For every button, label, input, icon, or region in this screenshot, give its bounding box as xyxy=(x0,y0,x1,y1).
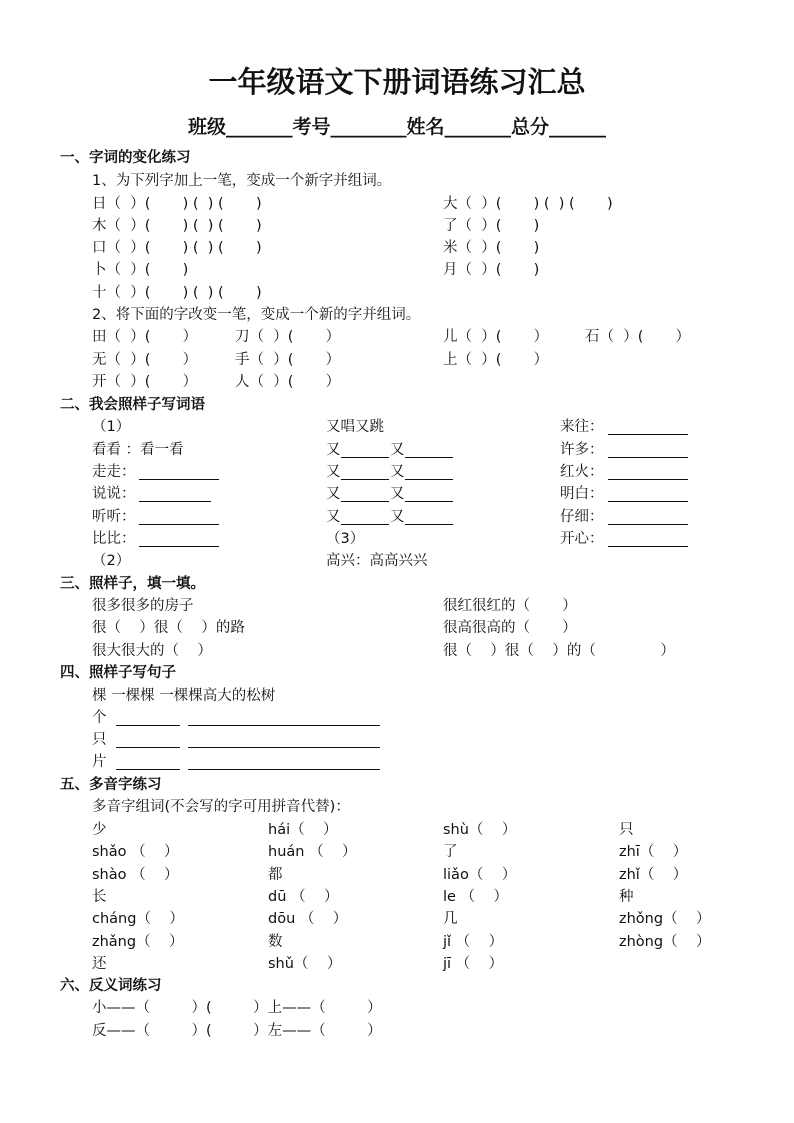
s4-char: 片 xyxy=(92,754,107,770)
s2-col3-item: 开心： xyxy=(560,531,604,547)
answer-blank[interactable] xyxy=(116,747,180,748)
answer-blank[interactable] xyxy=(608,501,688,502)
s2-you-char: 又 xyxy=(390,486,405,502)
s1-left-row: 日（ ）( ) ( ) ( ) xyxy=(92,196,262,212)
answer-blank[interactable] xyxy=(116,769,180,770)
answer-blank[interactable] xyxy=(405,501,453,502)
s5-cell: shào （ ） xyxy=(92,867,179,883)
answer-blank[interactable] xyxy=(341,524,389,525)
s1-left-row: 卜（ ）( ) xyxy=(92,262,189,278)
answer-blank[interactable] xyxy=(608,479,688,480)
s1-left-row: 口（ ）( ) ( ) ( ) xyxy=(92,240,262,256)
answer-blank[interactable] xyxy=(139,479,219,480)
s5-cell: shù（ ） xyxy=(443,822,517,838)
s5-cell: 都 xyxy=(268,867,283,883)
s1-q2-cell: 田（ ）( ） xyxy=(92,329,198,345)
answer-blank[interactable] xyxy=(608,524,688,525)
s3-right-item: 很红很红的（ ） xyxy=(443,598,577,614)
s5-instruction: 多音字组词(不会写的字可用拼音代替)： xyxy=(92,799,350,815)
answer-blank[interactable] xyxy=(341,479,389,480)
s4-char: 个 xyxy=(92,710,107,726)
s2-col1-item: （2） xyxy=(92,553,131,569)
s1-right-row: 了（ ）( ) xyxy=(443,218,540,234)
s5-cell: shǔ（ ） xyxy=(268,956,342,972)
s5-cell: dū （ ） xyxy=(268,889,339,905)
answer-blank[interactable] xyxy=(405,479,453,480)
s1-q2-cell: 开（ ）( ） xyxy=(92,374,198,390)
s5-cell: 数 xyxy=(268,934,283,950)
section-3-heading: 三、照样子，填一填。 xyxy=(60,576,205,592)
answer-blank[interactable] xyxy=(341,457,389,458)
s5-cell: zhǒng（ ） xyxy=(619,911,711,927)
s5-cell: 还 xyxy=(92,956,107,972)
s5-cell: jī （ ） xyxy=(443,956,504,972)
s1-q2-cell: 无（ ）( ） xyxy=(92,352,198,368)
answer-blank[interactable] xyxy=(405,524,453,525)
section-4-heading: 四、照样子写句子 xyxy=(60,665,176,681)
section-6-heading: 六、反义词练习 xyxy=(60,978,162,994)
s2-you-char: 又 xyxy=(326,486,341,502)
s3-left-item: 很（ ）很（ ）的路 xyxy=(92,620,245,636)
s5-cell: cháng（ ） xyxy=(92,911,184,927)
s1-q2-cell: 儿（ ）( ） xyxy=(443,329,549,345)
s5-cell: zhǎng（ ） xyxy=(92,934,184,950)
s3-right-item: 很（ ）很（ ）的（ ） xyxy=(443,643,675,659)
s2-you-char: 又 xyxy=(326,442,341,458)
s5-cell: shǎo （ ） xyxy=(92,844,179,860)
s5-cell: liǎo（ ） xyxy=(443,867,517,883)
s2-col2-example: 高兴：高高兴兴 xyxy=(326,553,428,569)
s1-left-row: 十（ ）( ) ( ) ( ) xyxy=(92,285,262,301)
s2-col1-item: 比比： xyxy=(92,531,136,547)
s3-left-item: 很大很大的（ ） xyxy=(92,643,212,659)
s5-cell: 种 xyxy=(619,889,634,905)
s2-col3-item: 红火： xyxy=(560,464,604,480)
answer-blank[interactable] xyxy=(188,769,380,770)
answer-blank[interactable] xyxy=(608,457,688,458)
s5-cell: 几 xyxy=(443,911,458,927)
s1-q2-cell: 人（ ）( ） xyxy=(235,374,341,390)
s6-row: 反——（ ）( ）左——（ ） xyxy=(92,1023,382,1039)
s5-cell: 了 xyxy=(443,844,458,860)
s2-col2-label: （3） xyxy=(326,531,365,547)
s2-you-char: 又 xyxy=(390,464,405,480)
s1-left-row: 木（ ）( ) ( ) ( ) xyxy=(92,218,262,234)
section-2-heading: 二、我会照样子写词语 xyxy=(60,397,205,413)
page-title: 一年级语文下册词语练习汇总 xyxy=(208,65,586,99)
s5-cell: dōu （ ） xyxy=(268,911,348,927)
s1-right-row: 月（ ）( ) xyxy=(443,262,540,278)
s3-left-item: 很多很多的房子 xyxy=(92,598,194,614)
s1-q2-cell: 刀（ ）( ） xyxy=(235,329,341,345)
s2-col3-item: 仔细： xyxy=(560,509,604,525)
answer-blank[interactable] xyxy=(139,501,211,502)
answer-blank[interactable] xyxy=(116,725,180,726)
s2-col1-item: 听听： xyxy=(92,509,136,525)
answer-blank[interactable] xyxy=(139,546,219,547)
s5-cell: zhǐ（ ） xyxy=(619,867,688,883)
s5-cell: jǐ （ ） xyxy=(443,934,504,950)
s5-cell: huán （ ） xyxy=(268,844,357,860)
answer-blank[interactable] xyxy=(188,725,380,726)
s1-q2-cell: 手（ ）( ） xyxy=(235,352,341,368)
s5-cell: zhòng（ ） xyxy=(619,934,711,950)
s3-right-item: 很高很高的（ ） xyxy=(443,620,577,636)
s5-cell: 少 xyxy=(92,822,107,838)
s1-right-row: 米（ ）( ) xyxy=(443,240,540,256)
s1-q2-cell: 石（ ）( ） xyxy=(585,329,691,345)
answer-blank[interactable] xyxy=(139,524,219,525)
s2-you-char: 又 xyxy=(326,464,341,480)
s4-example: 棵 一棵棵 一棵棵高大的松树 xyxy=(92,688,276,704)
answer-blank[interactable] xyxy=(608,546,688,547)
s2-col2-example: 又唱又跳 xyxy=(326,419,384,435)
answer-blank[interactable] xyxy=(188,747,380,748)
section-1-question-1: 1、为下列字加上一笔，变成一个新字并组词。 xyxy=(92,173,392,189)
s5-cell: 只 xyxy=(619,822,634,838)
s2-col1-item: （1） xyxy=(92,419,131,435)
s2-col1-item: 走走： xyxy=(92,464,136,480)
s2-col3-item: 明白： xyxy=(560,486,604,502)
s5-cell: 长 xyxy=(92,889,107,905)
s2-you-char: 又 xyxy=(326,509,341,525)
s6-row: 小——（ ）( ）上——（ ） xyxy=(92,1000,382,1016)
s5-cell: zhī（ ） xyxy=(619,844,688,860)
s4-char: 只 xyxy=(92,732,107,748)
s1-right-row: 大（ ）( ) ( ) ( ) xyxy=(443,196,613,212)
answer-blank[interactable] xyxy=(405,457,453,458)
s2-you-char: 又 xyxy=(390,442,405,458)
s2-col3-item: 许多： xyxy=(560,442,604,458)
s2-col1-item: 看看 ：看一看 xyxy=(92,442,184,458)
s5-cell: hái（ ） xyxy=(268,822,338,838)
section-5-heading: 五、多音字练习 xyxy=(60,777,162,793)
section-1-question-2: 2、将下面的字改变一笔，变成一个新的字并组词。 xyxy=(92,307,421,323)
answer-blank[interactable] xyxy=(608,434,688,435)
s2-col1-item: 说说： xyxy=(92,486,136,502)
s2-you-char: 又 xyxy=(390,509,405,525)
student-info-line: 班级_______考号________姓名_______总分______ xyxy=(187,116,606,138)
s2-col3-item: 来往： xyxy=(560,419,604,435)
s1-q2-cell: 上（ ）( ） xyxy=(443,352,549,368)
s5-cell: le （ ） xyxy=(443,889,508,905)
section-1-heading: 一、字词的变化练习 xyxy=(60,150,191,166)
answer-blank[interactable] xyxy=(341,501,389,502)
